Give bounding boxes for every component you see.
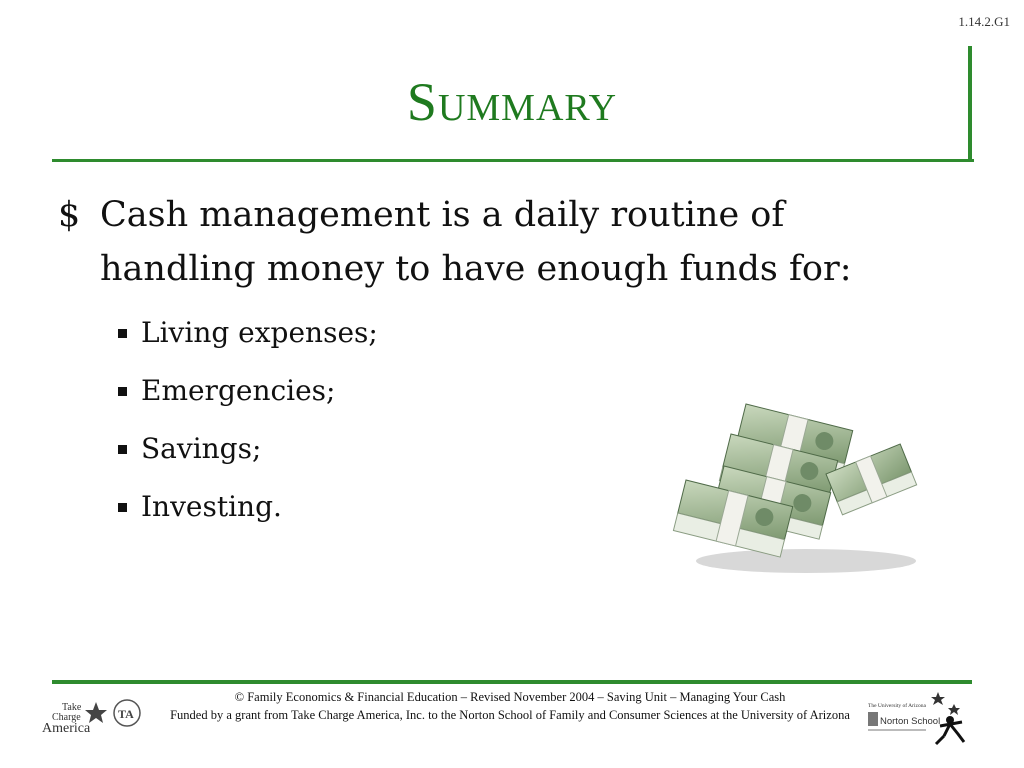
sub-bullet bbox=[116, 304, 938, 362]
slide-title: Summary bbox=[406, 72, 618, 132]
take-charge-logo-line2: Charge bbox=[52, 712, 81, 723]
footer-copyright: © Family Economics & Financial Education – Revised November 2004 – Saving Unit – Managing Your Cash bbox=[234, 690, 786, 704]
slide-code: 1.14.2.G1 bbox=[958, 14, 1010, 29]
sub-bullet-text: Savings; bbox=[141, 432, 262, 465]
main-bullet-text: Cash management is a daily routine of handling money to have enough funds for: bbox=[100, 195, 852, 289]
square-bullet-icon bbox=[118, 387, 127, 396]
ta-logo bbox=[112, 698, 142, 728]
take-charge-america-logo bbox=[40, 698, 110, 738]
sub-bullet-text: Emergencies; bbox=[141, 374, 336, 407]
main-bullet bbox=[58, 188, 938, 296]
footer-grant: Funded by a grant from Take Charge America, Inc. to the Norton School of Family and Consumer Sciences at the University of Arizona bbox=[170, 708, 850, 722]
take-charge-logo-line3: America bbox=[42, 721, 91, 736]
university-logo-line2: Norton School bbox=[880, 716, 941, 727]
sub-bullet-text: Living expenses; bbox=[141, 316, 378, 349]
square-bullet-icon bbox=[118, 445, 127, 454]
dollar-bullet-marker: $ bbox=[58, 195, 81, 235]
money-stacks-icon bbox=[676, 396, 916, 576]
square-bullet-icon bbox=[118, 329, 127, 338]
ta-logo-text: TA bbox=[118, 707, 134, 721]
take-charge-logo-line1: Take bbox=[62, 702, 82, 713]
star-figure-icon bbox=[928, 690, 968, 746]
footer bbox=[130, 688, 890, 724]
title-side-rule bbox=[968, 46, 972, 162]
sub-bullet-text: Investing. bbox=[141, 490, 282, 523]
footer-rule bbox=[52, 680, 972, 684]
university-logo-line1: The University of Arizona bbox=[868, 703, 926, 709]
title-underline bbox=[52, 159, 974, 162]
university-of-arizona-norton-logo bbox=[866, 698, 941, 738]
square-bullet-icon bbox=[118, 503, 127, 512]
